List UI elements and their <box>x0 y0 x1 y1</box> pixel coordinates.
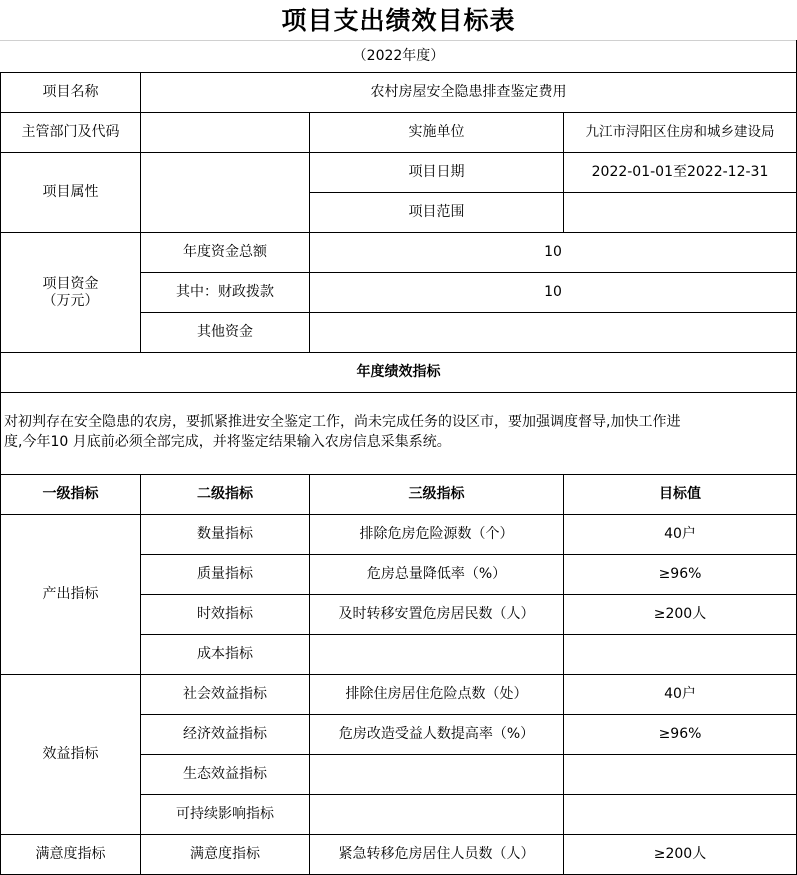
page-title: 项目支出绩效目标表 <box>281 5 516 35</box>
indicator-row-6-level3: 危房改造受益人数提高率（%） <box>338 726 535 742</box>
indicator-row-8-level3 <box>310 795 563 834</box>
implementer-label: 实施单位 <box>408 124 465 140</box>
indicator-row-2-level3: 危房总量降低率（%） <box>366 566 507 582</box>
project-fund-label-line2: （万元） <box>42 292 99 309</box>
indicator-row-6-level2: 经济效益指标 <box>183 726 267 742</box>
level1-output: 产出指标 <box>42 586 99 602</box>
indicator-row-5-level3: 排除住房居住危险点数（处） <box>345 686 528 702</box>
indicator-row-1-level3: 排除危房危险源数（个） <box>359 526 514 542</box>
indicator-row-8-target <box>564 795 796 834</box>
indicator-row-9-level3: 紧急转移危房居住人员数（人） <box>338 846 535 862</box>
department-value <box>141 113 309 152</box>
indicator-row-1-target: 40户 <box>664 526 696 542</box>
project-fund-label <box>1 233 140 352</box>
other-funds-value <box>310 313 796 352</box>
indicator-row-7-level3 <box>310 755 563 794</box>
indicator-row-9-level2: 满意度指标 <box>190 846 260 862</box>
indicator-row-2-level2: 质量指标 <box>197 566 253 582</box>
header-level3: 三级指标 <box>408 486 465 502</box>
attribute-label: 项目属性 <box>42 184 99 200</box>
indicator-row-5-level2: 社会效益指标 <box>183 686 267 702</box>
indicator-row-7-level2: 生态效益指标 <box>183 766 267 782</box>
level1-benefit: 效益指标 <box>42 746 99 762</box>
performance-description: 对初判存在安全隐患的农房，要抓紧推进安全鉴定工作，尚未完成任务的设区市，要加强调度督导,加快工作进度,今年10 月底前必须全部完成，并将鉴定结果输入农房信息采集系统。 <box>4 414 681 450</box>
indicator-row-3-level3: 及时转移安置危房居民数（人） <box>338 606 535 622</box>
indicator-row-6-target: ≥96% <box>658 726 702 742</box>
indicator-row-4-level3 <box>310 635 563 674</box>
attribute-value <box>141 153 309 232</box>
indicator-row-4-target <box>564 635 796 674</box>
project-name-label: 项目名称 <box>42 84 99 100</box>
finance-value: 10 <box>544 284 562 300</box>
finance-label: 其中：财政拨款 <box>176 284 274 300</box>
annual-total-value: 10 <box>544 244 562 260</box>
project-fund-label-line1: 项目资金 <box>42 275 99 292</box>
indicator-row-8-level2: 可持续影响指标 <box>176 806 274 822</box>
indicator-row-3-level2: 时效指标 <box>197 606 253 622</box>
project-scope-value <box>564 193 796 232</box>
project-scope-label: 项目范围 <box>408 204 465 220</box>
implementer-value: 九江市浔阳区住房和城乡建设局 <box>585 124 775 140</box>
level1-satisfaction: 满意度指标 <box>35 846 106 862</box>
header-level2: 二级指标 <box>197 486 253 502</box>
indicator-row-7-target <box>564 755 796 794</box>
header-level1: 一级指标 <box>42 486 99 502</box>
department-label: 主管部门及代码 <box>21 124 120 140</box>
indicator-row-1-level2: 数量指标 <box>197 526 253 542</box>
indicator-row-5-target: 40户 <box>664 686 696 702</box>
indicator-row-2-target: ≥96% <box>658 566 702 582</box>
indicator-row-9-target: ≥200人 <box>653 846 707 862</box>
project-name-value: 农村房屋安全隐患排查鉴定费用 <box>370 84 567 100</box>
annual-total-label: 年度资金总额 <box>183 244 267 260</box>
other-funds-label: 其他资金 <box>197 324 253 340</box>
indicator-row-4-level2: 成本指标 <box>197 646 253 662</box>
header-target: 目标值 <box>659 486 701 502</box>
year-label: （2022年度） <box>352 48 445 64</box>
annual-performance-heading: 年度绩效指标 <box>356 364 441 380</box>
indicator-row-3-target: ≥200人 <box>653 606 707 622</box>
project-date-label: 项目日期 <box>408 164 465 180</box>
project-date-value: 2022-01-01至2022-12-31 <box>591 164 769 180</box>
